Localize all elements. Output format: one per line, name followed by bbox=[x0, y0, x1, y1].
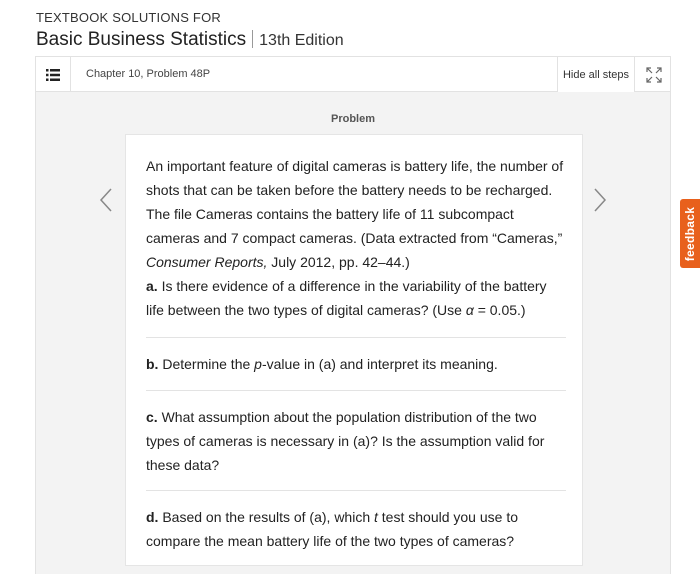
previous-button[interactable] bbox=[98, 187, 114, 213]
part-d-text: Based on the results of (a), which bbox=[158, 509, 375, 525]
t-symbol: t bbox=[374, 509, 378, 525]
book-title-line bbox=[36, 29, 344, 51]
solution-toolbar bbox=[36, 57, 670, 92]
expand-button[interactable] bbox=[634, 57, 672, 92]
part-b-label: b. bbox=[146, 356, 159, 372]
feedback-label: feedback bbox=[683, 206, 697, 261]
table-of-contents-button[interactable] bbox=[36, 57, 71, 92]
part-c-text: What assumption about the population distribution of the two types of cameras is necessary in (a)? Is the assumption valid for these data? bbox=[146, 409, 545, 473]
part-a-text: Is there evidence of a difference in the variability of the battery life between the two types of digital cameras? (Use bbox=[146, 278, 547, 318]
problem-part-a bbox=[146, 274, 566, 322]
chevron-left-icon bbox=[98, 187, 114, 213]
page-header bbox=[36, 10, 344, 51]
part-a-label: a. bbox=[146, 278, 158, 294]
problem-part-d bbox=[146, 505, 566, 553]
problem-card bbox=[125, 134, 583, 566]
next-button[interactable] bbox=[592, 187, 608, 213]
feedback-tab[interactable] bbox=[680, 199, 700, 268]
divider bbox=[146, 337, 566, 338]
problem-part-b bbox=[146, 352, 566, 376]
intro-citation: July 2012, pp. 42–44.) bbox=[267, 254, 410, 270]
part-a-alpha-value: = 0.05.) bbox=[473, 302, 526, 318]
chevron-right-icon bbox=[592, 187, 608, 213]
problem-intro bbox=[146, 154, 566, 274]
problem-content bbox=[146, 154, 566, 553]
intro-source: Consumer Reports, bbox=[146, 254, 268, 270]
alpha-symbol: α bbox=[465, 302, 474, 318]
list-icon bbox=[46, 69, 60, 81]
chapter-problem-label: Chapter 10, Problem 48P bbox=[86, 68, 211, 80]
part-d-text-end: test should you use to compare the mean battery life of the two types of cameras? bbox=[146, 509, 518, 549]
book-title: Basic Business Statistics bbox=[36, 29, 247, 50]
problem-heading: Problem bbox=[330, 113, 375, 125]
divider bbox=[146, 390, 566, 391]
header-eyebrow: TEXTBOOK SOLUTIONS FOR bbox=[36, 10, 221, 25]
part-b-text-end: -value in (a) and interpret its meaning. bbox=[261, 356, 498, 372]
part-b-text: Determine the bbox=[158, 356, 255, 372]
intro-text: An important feature of digital cameras is battery life, the number of shots that can be taken before the battery needs to be recharged. The file Cameras contains the battery life of 11 subcompact cameras and 7 compact cameras. (Data extracted from “Cameras,” bbox=[146, 158, 564, 246]
title-separator bbox=[252, 30, 253, 48]
book-edition: 13th Edition bbox=[259, 32, 344, 49]
part-d-label: d. bbox=[146, 509, 159, 525]
hide-all-steps-button[interactable]: Hide all steps bbox=[557, 57, 634, 92]
solution-panel bbox=[35, 56, 671, 574]
expand-icon bbox=[646, 67, 662, 83]
problem-part-c bbox=[146, 405, 566, 477]
p-symbol: p bbox=[254, 356, 262, 372]
part-c-label: c. bbox=[146, 409, 158, 425]
divider bbox=[146, 490, 566, 491]
